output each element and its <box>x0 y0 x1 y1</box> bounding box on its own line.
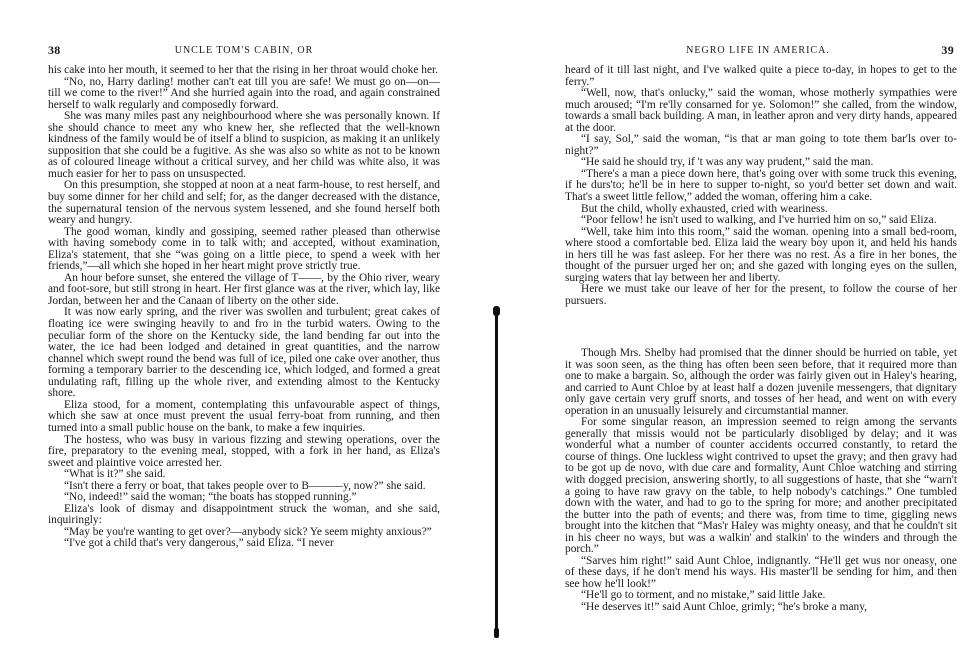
paragraph: “May be you're wanting to get over?—anybody sick? Ye seem mighty anxious?” <box>64 525 432 538</box>
paragraph: It was now early spring, and the river was swollen and turbulent; great cakes of floating ice were swinging heavily to and fro in the turbid waters. Owing to the peculiar form of the shore on the Kentucky side, the land bending far out into the water, the ice had been lodged and detained in great quantities, and the narrow channel which swept round the bend was full of ice, piled one cake over another, thus forming a temporary barrier to the descending ice, which lodged, and formed a great undulating raft, filling up the whole river, and extending almost to the Kentucky shore. <box>48 306 440 400</box>
paragraph: “No, indeed!” said the woman; “the boats has stopped running.” <box>64 491 357 504</box>
paragraph: “What is it?” she said. <box>64 468 166 481</box>
paragraph: “Well, now, that's onlucky,” said the woman, whose motherly sympathies were much aroused; “I'm re'lly consarned for ye. Solomon!” she called, from the window, towards a small back building. A man, in leather apron and very dirty hands, appeared at the door. <box>565 87 957 134</box>
paragraph: For some singular reason, an impression seemed to reign among the servants generally that missis would not be particularly disobliged by delay; and it was wonderful what a number of counter accidents occurred constantly, to retard the course of things. One luckless wight contrived to upset the gravy; and then gravy had to be got up de novo, with due care and formality, Aunt Chloe watching and stirring with dogged precision, answering shortly, to all suggestions of haste, that she “warn't a going to have raw gravy on the table, to help nobody's catchings.” One tumbled down with the water, and had to go to the spring for more; and another precipitated the butter into the path of events; and there was, from time to time, giggling news brought into the kitchen that “Mas'r Haley was mighty oneasy, and that he couldn't sit in his cheer no ways, but was a walkin' and stalkin' to the winders and through the porch.” <box>565 416 957 556</box>
paragraph: “Sarves him right!” said Aunt Chloe, indignantly. “He'll get wus nor oneasy, one of these days, if he don't mend his ways. His master'll be sending for him, and then see how he'll look!” <box>565 554 957 590</box>
right-page-header <box>562 45 954 59</box>
paragraph: “There's a man a piece down here, that's going over with some truck this evening, if he durs'to; he'll be in here to supper to-night, so you'd better set down and wait. That's a sweet little fellow,” added the woman, offering him a cake. <box>565 167 957 204</box>
paragraph: Eliza's look of dismay and disappointment struck the woman, and she said, inquiringly: <box>48 502 440 527</box>
left-page-header <box>48 45 440 59</box>
paragraph: But the child, wholly exhausted, cried with weariness. <box>581 202 828 215</box>
paragraph: “Isn't there a ferry or boat, that takes people over to B———y, now?” she said. <box>64 479 426 492</box>
paragraph: Here we must take our leave of her for the present, to follow the course of her pursuers. <box>565 283 957 307</box>
paragraph: She was many miles past any neighbourhood where she was personally known. If she should chance to meet any who knew her, she reflected that the well-known kindness of the family would be of itself a blind to suspicion, as making it an unlikely supposition that she could be a fugitive. As she was also so white as not to be known as of coloured lineage without a critical survey, and her child was white also, it was much easier for her to pass on unsuspected. <box>48 110 440 180</box>
paragraph: The good woman, kindly and gossiping, seemed rather pleased than otherwise with having somebody come in to talk with; and accepted, without examination, Eliza's statement, that she “was going on a little piece, to spend a week with her friends,”—all which she hoped in her heart might prove strictly true. <box>48 225 440 273</box>
paragraph: The hostess, who was busy in various fizzing and stewing operations, over the fire, preparatory to the evening meal, stopped, with a fork in her hand, as Eliza's sweet and plaintive voice arrested her. <box>48 433 440 469</box>
paragraph: “He'll go to torment, and no mistake,” said little Jake. <box>581 589 826 602</box>
paragraph: heard of it till last night, and I've walked quite a piece to-day, in hopes to get to the ferry.” <box>565 64 957 88</box>
paragraph: his cake into her mouth, it seemed to her that the rising in her throat would choke her. <box>48 64 439 76</box>
paragraph: “He said he should try, if 't was any way prudent,” said the man. <box>581 156 874 169</box>
page-number: 38 <box>48 43 61 57</box>
right-page-body-section-two <box>565 348 957 614</box>
paragraph: “Poor fellow! he isn't used to walking, and I've hurried him on so,” said Eliza. <box>581 214 937 227</box>
paragraph: “I've got a child that's very dangerous,” said Eliza. “I never <box>64 537 334 550</box>
right-page <box>490 0 980 667</box>
paragraph: Though Mrs. Shelby had promised that the dinner should be hurried on table, yet it was soon seen, as the thing has often been seen before, that it required more than one to make a bargain. So, although the order was fairly given out in Haley's hearing, and carried to Aunt Chloe by at least half a dozen juvenile messengers, that dignitary only gave certain very gruff snorts, and tosses of her head, and went on with every operation in an unusually leisurely and circumstantial manner. <box>565 347 957 417</box>
paragraph: On this presumption, she stopped at noon at a neat farm-house, to rest herself, and buy some dinner for her child and self; for, as the danger decreased with the distance, the supernatural tension of the nervous system lessened, and she found herself both weary and hungry. <box>48 179 440 227</box>
left-page-body <box>48 65 440 550</box>
right-page-body-section-one <box>565 65 957 307</box>
running-title: NEGRO LIFE IN AMERICA. <box>686 45 830 56</box>
paragraph: Eliza stood, for a moment, contemplating this unfavourable aspect of things, which she saw at once must prevent the usual ferry-boat from running, and then turned into a small public house on the bank, to make a few inquiries. <box>48 398 440 434</box>
page-number: 39 <box>941 43 954 57</box>
paragraph: “Well, take him into this room,” said the woman. opening into a small bed-room, where stood a comfortable bed. Eliza laid the weary boy upon it, and held his hands in hers till he was fast asleep. For her there was no rest. As a fire in her bones, the thought of the pursuer urged her on; and she gazed with longing eyes on the sullen, surging waters that lay between her and liberty. <box>565 225 957 284</box>
paragraph: An hour before sunset, she entered the village of T——, by the Ohio river, weary and foot-sore, but still strong in heart. Her first glance was at the river, which lay, like Jordan, between her and the Canaan of liberty on the other side. <box>48 271 440 307</box>
paragraph: “No, no, Harry darling! mother can't eat till you are safe! We must go on—on—till we come to the river!” And she hurried again into the road, and again constrained herself to walk regularly and composedly forward. <box>48 75 440 111</box>
paragraph: “I say, Sol,” said the woman, “is that ar man going to tote them bar'ls over to-night?” <box>565 133 957 157</box>
paragraph: “He deserves it!” said Aunt Chloe, grimly; “he's broke a many, <box>581 601 867 614</box>
running-title: UNCLE TOM'S CABIN, OR <box>174 45 314 56</box>
